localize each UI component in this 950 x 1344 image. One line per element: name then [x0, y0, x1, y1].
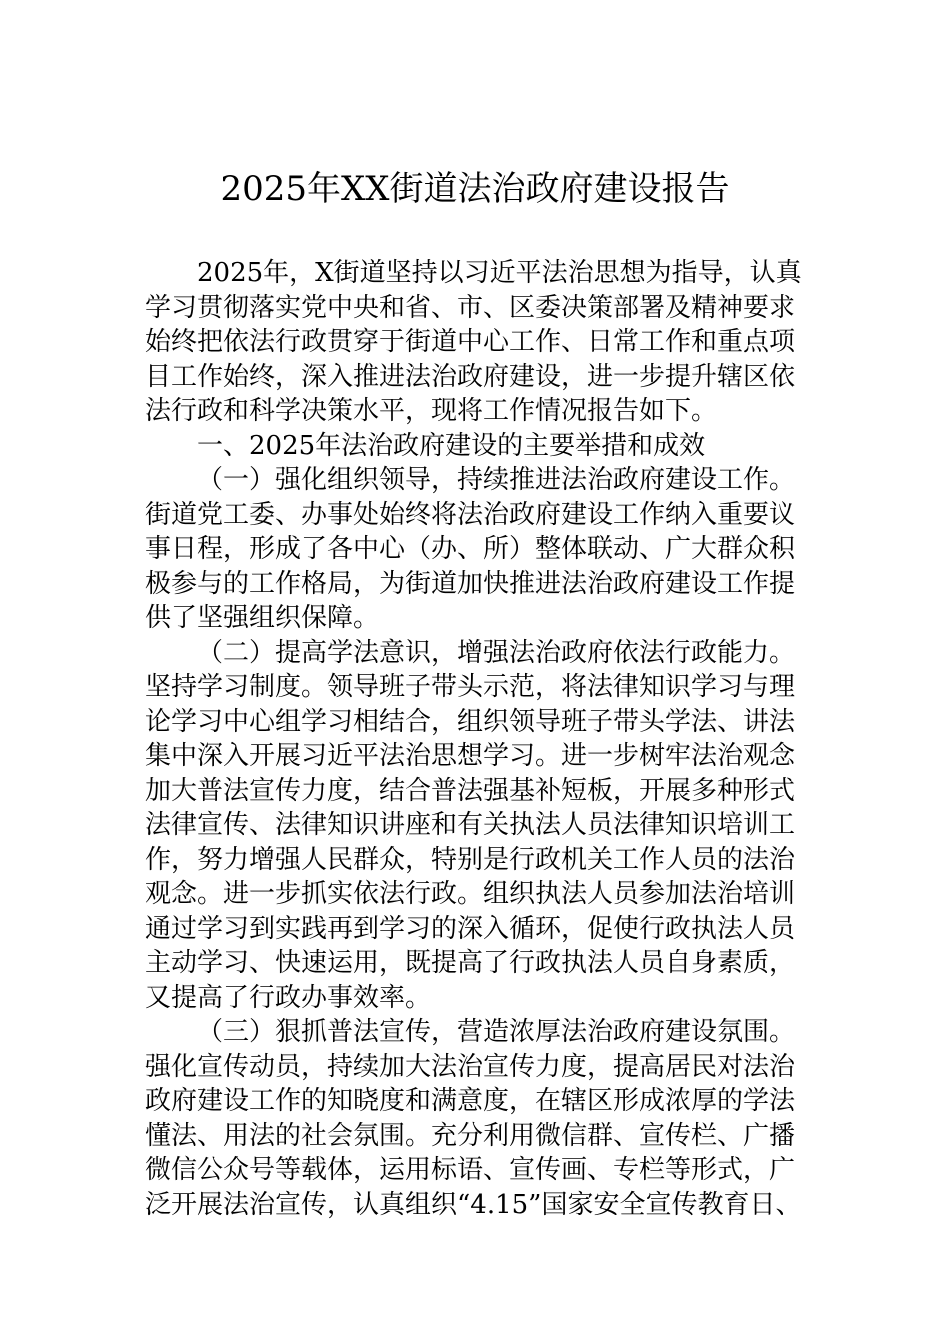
body-line: 集中深入开展习近平法治思想学习。进一步树牢法治观念 — [145, 741, 796, 771]
body-line: 强化宣传动员，持续加大法治宣传力度，提高居民对法治 — [145, 1051, 796, 1082]
body-line: 主动学习、快速运用，既提高了行政执法人员自身素质， — [145, 948, 796, 978]
section-heading: 一、2025年法治政府建设的主要举措和成效 — [197, 430, 706, 461]
body-line: 通过学习到实践再到学习的深入循环，促使行政执法人员 — [145, 913, 796, 944]
body-line: 观念。进一步抓实依法行政。组织执法人员参加法治培训 — [145, 879, 796, 909]
subsection-heading: （一）强化组织领导，持续推进法治政府建设工作。 — [197, 465, 796, 495]
body-line: 坚持学习制度。领导班子带头示范，将法律知识学习与理 — [145, 672, 796, 702]
body-line: 目工作始终，深入推进法治政府建设，进一步提升辖区依 — [145, 361, 796, 392]
body-line: 懂法、用法的社会氛围。充分利用微信群、宣传栏、广播 — [145, 1120, 796, 1151]
body-line: 学习贯彻落实党中央和省、市、区委决策部署及精神要求 — [145, 292, 796, 323]
body-line: 街道党工委、办事处始终将法治政府建设工作纳入重要议 — [145, 499, 796, 530]
body-line: 2025年，X街道坚持以习近平法治思想为指导，认真 — [197, 258, 802, 288]
body-line: 作，努力增强人民群众，特别是行政机关工作人员的法治 — [145, 844, 796, 875]
body-line: 法律宣传、法律知识讲座和有关执法人员法律知识培训工 — [145, 810, 796, 840]
body-line: 加大普法宣传力度，结合普法强基补短板，开展多种形式 — [145, 775, 796, 806]
body-line: 始终把依法行政贯穿于街道中心工作、日常工作和重点项 — [145, 327, 796, 357]
body-line: 泛开展法治宣传，认真组织“4.15”国家安全宣传教育日、 — [145, 1189, 802, 1220]
body-line: 供了坚强组织保障。 — [145, 603, 380, 633]
document-body — [145, 256, 810, 1222]
document-title: 2025年XX街道法治政府建设报告 — [220, 169, 730, 209]
body-line: 极参与的工作格局，为街道加快推进法治政府建设工作提 — [145, 568, 796, 599]
body-line: 政府建设工作的知晓度和满意度，在辖区形成浓厚的学法 — [145, 1086, 796, 1116]
body-line: 论学习中心组学习相结合，组织领导班子带头学法、讲法 — [145, 706, 796, 737]
body-line: 又提高了行政办事效率。 — [145, 982, 432, 1013]
body-line: 微信公众号等载体，运用标语、宣传画、专栏等形式，广 — [145, 1155, 796, 1185]
subsection-heading: （二）提高学法意识，增强法治政府依法行政能力。 — [197, 637, 796, 668]
body-line: 事日程，形成了各中心（办、所）整体联动、广大群众积 — [145, 534, 796, 564]
body-line: 法行政和科学决策水平，现将工作情况报告如下。 — [145, 396, 718, 426]
subsection-heading: （三）狠抓普法宣传，营造浓厚法治政府建设氛围。 — [197, 1017, 796, 1047]
